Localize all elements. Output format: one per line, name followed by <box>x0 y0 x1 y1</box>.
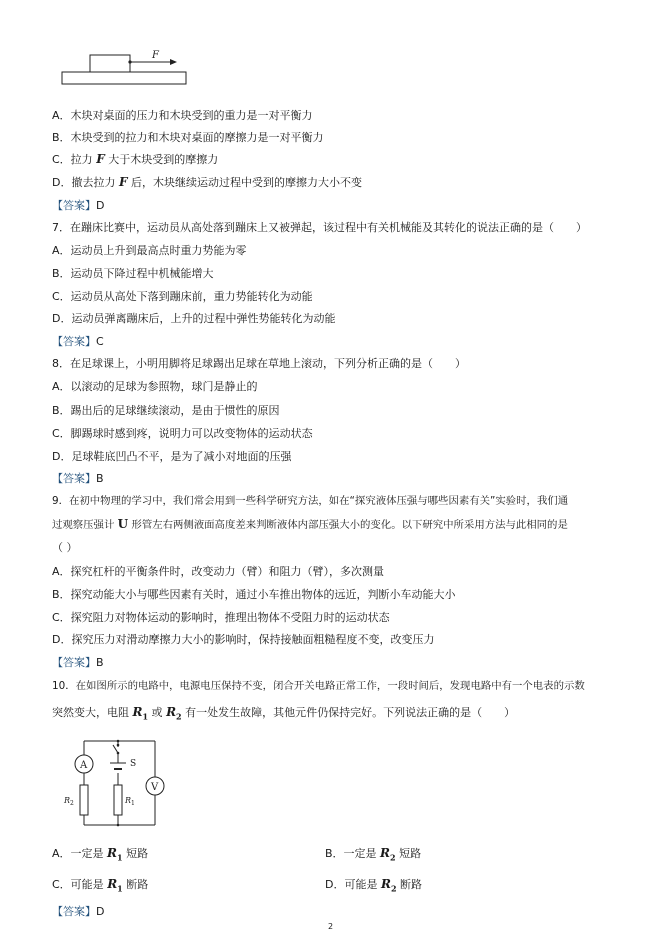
q8-option-b: B．踢出后的足球继续滚动，是由于惯性的原因 <box>52 404 280 417</box>
resistor-r2 <box>80 785 88 815</box>
q10-stem-line2: 突然变大，电阻 $R_1$ 或 $R_2$ 有一处发生故障，其他元件仍保持完好。下列说法正确的是（ ） <box>52 705 516 722</box>
q7-option-a: A．运动员上升到最高点时重力势能为零 <box>52 244 247 257</box>
force-arrow-head <box>170 59 177 65</box>
q9-stem-line1: 9．在初中物理的学习中，我们常会用到一些科学研究方法，如在“探究液体压强与哪些因素有关”实验时，我们通 <box>52 495 569 507</box>
q10-option-a: A．一定是 $R_1$ 短路 <box>52 846 149 863</box>
page-number: 2 <box>327 922 334 931</box>
q10-answer: 【答案】D <box>52 905 105 918</box>
q6-option-d: D．撤去拉力 F 后，木块继续运动过程中受到的摩擦力大小不变 <box>52 175 362 189</box>
ammeter-label: A <box>80 760 88 771</box>
q7-option-d: D．运动员弹离蹦床后，上升的过程中弹性势能转化为动能 <box>52 312 336 325</box>
switch-label: S <box>130 759 137 769</box>
q10-stem-line1: 10．在如图所示的电路中，电源电压保持不变，闭合开关电路正常工作，一段时间后，发现电路中有一个电表的示数 <box>52 680 585 692</box>
q9-option-a: A．探究杠杆的平衡条件时，改变动力（臂）和阻力（臂），多次测量 <box>52 565 385 578</box>
q8-answer: 【答案】B <box>52 472 104 485</box>
q9-option-b: B．探究动能大小与哪些因素有关时，通过小车推出物体的远近，判断小车动能大小 <box>52 588 456 601</box>
circuit-diagram <box>60 733 175 833</box>
q8-stem: 8．在足球课上，小明用脚将足球踢出足球在草地上滚动，下列分析正确的是（ ） <box>52 357 466 370</box>
resistor-r1 <box>114 785 122 815</box>
q6-option-c: C．拉力 F 大于木块受到的摩擦力 <box>52 152 219 166</box>
q9-option-c: C．探究阻力对物体运动的影响时，推理出物体不受阻力时的运动状态 <box>52 611 390 624</box>
q7-stem: 7．在蹦床比赛中，运动员从高处落到蹦床上又被弹起，该过程中有关机械能及其转化的说法正确的是（ ） <box>52 221 587 234</box>
q7-option-c: C．运动员从高处下落到蹦床前，重力势能转化为动能 <box>52 290 313 303</box>
q8-option-a: A．以滚动的足球为参照物，球门是静止的 <box>52 380 258 393</box>
q8-option-d: D．足球鞋底凹凸不平，是为了减小对地面的压强 <box>52 450 292 463</box>
voltmeter-label: V <box>151 782 159 793</box>
r1-label: $R_1$ <box>125 796 135 807</box>
wooden-block <box>90 55 130 72</box>
force-label: F <box>152 50 159 61</box>
q6-answer: 【答案】D <box>52 199 105 212</box>
q7-answer: 【答案】C <box>52 335 104 348</box>
q8-option-c: C．脚踢球时感到疼，说明力可以改变物体的运动状态 <box>52 427 313 440</box>
table-surface <box>62 72 186 84</box>
q10-option-b: B．一定是 $R_2$ 短路 <box>325 846 422 863</box>
r2-label: $R_2$ <box>64 796 74 807</box>
q10-option-d: D．可能是 $R_2$ 断路 <box>325 877 423 894</box>
q6-option-b: B．木块受到的拉力和木块对桌面的摩擦力是一对平衡力 <box>52 131 324 144</box>
q7-option-b: B．运动员下降过程中机械能增大 <box>52 267 214 280</box>
force-origin-dot <box>128 60 131 63</box>
q10-option-c: C．可能是 $R_1$ 断路 <box>52 877 149 894</box>
q6-option-a: A．木块对桌面的压力和木块受到的重力是一对平衡力 <box>52 109 313 122</box>
q9-stem-line2: 过观察压强计 U 形管左右两侧液面高度差来判断液体内部压强大小的变化。以下研究中所采用方法与此相同的是 <box>52 517 568 531</box>
block-on-table-figure <box>60 48 190 88</box>
q9-answer: 【答案】B <box>52 656 104 669</box>
q9-stem-line3: （ ） <box>52 541 78 554</box>
q9-option-d: D．探究压力对滑动摩擦力大小的影响时，保持接触面粗糙程度不变，改变压力 <box>52 633 435 646</box>
